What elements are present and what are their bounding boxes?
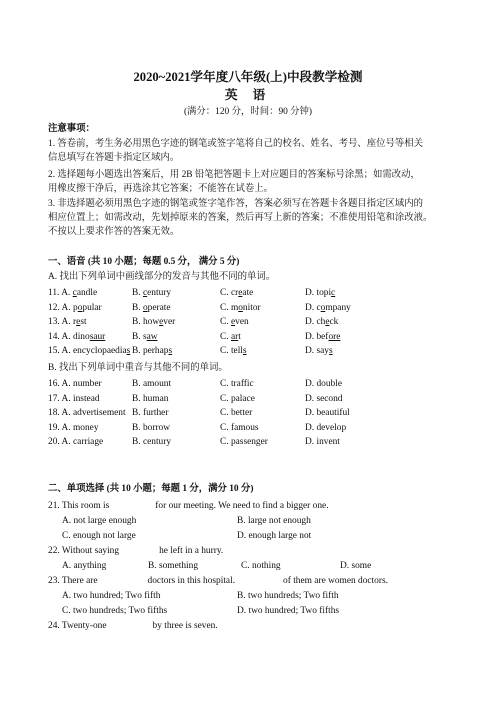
q22-option-a[interactable]: A. anything: [62, 561, 107, 571]
stress-option-c[interactable]: C. better: [220, 408, 253, 418]
phonetics-option-c[interactable]: C. tells: [220, 346, 247, 356]
phonetics-option-a[interactable]: 11. A. candle: [48, 288, 98, 298]
stress-option-a[interactable]: 19. A. money: [48, 422, 99, 433]
stress-option-a[interactable]: 16. A. number: [48, 379, 102, 389]
question-23-stem: 23. There are doctors in this hospital. of them are women doctors.: [48, 576, 388, 586]
phonetics-option-c[interactable]: C. even: [220, 317, 249, 327]
notes-heading: 注意事项：: [48, 124, 95, 134]
part1b-instructions: B. 找出下列单词中重音与其他不同的单词。: [48, 363, 228, 373]
q23-option-a[interactable]: A. two hundred; Two fifth: [62, 591, 161, 601]
stress-option-c[interactable]: C. passenger: [220, 437, 268, 447]
stress-option-b[interactable]: B. borrow: [132, 422, 171, 433]
phonetics-option-b[interactable]: B. however: [132, 317, 176, 327]
note-line: 1. 答卷前，考生务必用黑色字迹的钢笔或签字笔将自己的校名、姓名、考号、座位号等相关: [48, 139, 424, 149]
exam-title: 2020~2021学年度八年级(上)中段教学检测: [133, 70, 363, 84]
note-line: 不按以上要求作答的答案无效。: [48, 227, 180, 237]
phonetics-option-c[interactable]: C. monitor: [220, 302, 261, 313]
q22-option-d[interactable]: D. some: [340, 561, 372, 571]
phonetics-option-c[interactable]: C. create: [220, 288, 254, 298]
phonetics-option-c[interactable]: C. art: [220, 331, 241, 342]
subject-title: 英 语: [224, 88, 272, 102]
stress-option-b[interactable]: B. human: [132, 393, 169, 404]
stress-option-d[interactable]: D. double: [305, 379, 342, 389]
phonetics-option-a[interactable]: 14. A. dinosaur: [48, 331, 106, 342]
part1-heading: 一、语音 (共 10 小题；每题 0.5 分， 满分 5 分): [48, 257, 240, 267]
q23-option-d[interactable]: D. two hundred; Two fifths: [237, 606, 340, 616]
stress-option-d[interactable]: D. develop: [305, 422, 347, 433]
question-22-stem: 22. Without saying he left in a hurry.: [48, 546, 224, 556]
phonetics-option-b[interactable]: B. century: [132, 288, 172, 298]
stress-option-b[interactable]: B. amount: [132, 379, 172, 389]
stress-option-a[interactable]: 17. A. instead: [48, 393, 100, 404]
phonetics-option-b[interactable]: B. perhaps: [132, 346, 173, 356]
phonetics-option-d[interactable]: D. says: [305, 346, 333, 356]
part1a-instructions: A. 找出下列单词中画线部分的发音与其他不同的单词。: [48, 272, 276, 282]
question-24-stem: 24. Twenty-one by three is seven.: [48, 621, 218, 631]
stress-option-a[interactable]: 18. A. advertisement: [48, 408, 126, 418]
q21-option-b[interactable]: B. large not enough: [237, 516, 311, 526]
note-line: 用橡皮擦干净后，再选涂其它答案；不能答在试卷上。: [48, 184, 274, 194]
q23-option-c[interactable]: C. two hundreds; Two fifths: [62, 606, 168, 616]
phonetics-option-d[interactable]: D. company: [305, 302, 351, 313]
phonetics-option-d[interactable]: D. check: [305, 317, 339, 327]
phonetics-option-b[interactable]: B. saw: [132, 331, 158, 342]
phonetics-option-d[interactable]: D. before: [305, 331, 341, 342]
phonetics-option-a[interactable]: 15. A. encyclopaedias: [48, 346, 131, 356]
note-line: 3. 非选择题必须用黑色字迹的钢笔或签字笔作答，答案必须写在答题卡各题目指定区域内的: [48, 199, 424, 209]
note-line: 信息填写在答题卡指定区域内。: [48, 153, 180, 163]
note-line: 2. 选择题每小题选出答案后，用 2B 铅笔把答题卡上对应题目的答案标号涂黑；如需改动，: [48, 170, 420, 180]
phonetics-option-a[interactable]: 13. A. rest: [48, 317, 87, 327]
q22-option-c[interactable]: C. nothing: [241, 561, 281, 571]
phonetics-option-b[interactable]: B. operate: [132, 302, 171, 313]
q23-option-b[interactable]: B. two hundreds; Two fifth: [237, 591, 339, 601]
part2-heading: 二、单项选择 (共 10 小题；每题 1 分，满分 10 分): [48, 484, 254, 494]
stress-option-a[interactable]: 20. A. carriage: [48, 437, 104, 447]
q22-option-b[interactable]: B. something: [148, 561, 199, 571]
stress-option-c[interactable]: C. palace: [220, 393, 255, 404]
stress-option-c[interactable]: C. famous: [220, 422, 259, 433]
phonetics-option-d[interactable]: D. topic: [305, 288, 336, 298]
stress-option-c[interactable]: C. traffic: [220, 379, 254, 389]
note-line: 相应位置上；如需改动，先划掉原来的答案，然后再写上新的答案；不准使用铅笔和涂改液。: [48, 213, 433, 223]
stress-option-d[interactable]: D. invent: [305, 437, 340, 447]
q21-option-d[interactable]: D. enough large not: [237, 531, 312, 541]
question-21-stem: 21. This room is for our meeting. We need to find a bigger one.: [48, 501, 329, 511]
q21-option-c[interactable]: C. enough not large: [62, 531, 136, 541]
phonetics-option-a[interactable]: 12. A. popular: [48, 302, 102, 313]
stress-option-b[interactable]: B. further: [132, 408, 169, 418]
score-time: (满分：120 分，时间：90 分钟): [183, 107, 313, 117]
stress-option-d[interactable]: D. beautiful: [305, 408, 350, 418]
stress-option-b[interactable]: B. century: [132, 437, 172, 447]
stress-option-d[interactable]: D. second: [305, 393, 343, 404]
q21-option-a[interactable]: A. not large enough: [62, 516, 137, 526]
